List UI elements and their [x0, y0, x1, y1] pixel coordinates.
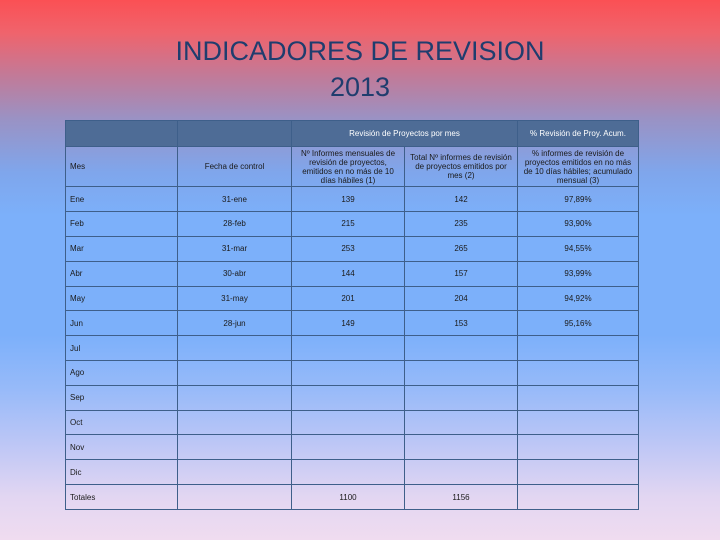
cell-informes [292, 336, 405, 361]
totals-label: Totales [66, 485, 178, 510]
header-total: Total Nº informes de revisión de proyectos emitidos por mes (2) [405, 146, 518, 186]
cell-total: 153 [405, 311, 518, 336]
table-row [66, 212, 639, 237]
table-row [66, 435, 639, 460]
header-group-revision: Revisión de Proyectos por mes [292, 121, 518, 147]
cell-total: 204 [405, 286, 518, 311]
cell-total: 142 [405, 187, 518, 212]
cell-informes: 253 [292, 236, 405, 261]
table-row [66, 187, 639, 212]
table-row [66, 385, 639, 410]
cell-fecha [178, 435, 292, 460]
cell-mes: Oct [66, 410, 178, 435]
table-row [66, 410, 639, 435]
cell-pct: 94,55% [518, 236, 639, 261]
totals-pct [518, 485, 639, 510]
page-title [0, 33, 720, 105]
cell-total [405, 460, 518, 485]
cell-mes: Ene [66, 187, 178, 212]
table-row [66, 236, 639, 261]
cell-total [405, 435, 518, 460]
cell-pct: 95,16% [518, 311, 639, 336]
header-pct: % informes de revisión de proyectos emitidos en no más de 10 días hábiles; acumulado mensual (3) [518, 146, 639, 186]
table-header-group-row [66, 121, 639, 147]
table-row [66, 336, 639, 361]
cell-mes: Dic [66, 460, 178, 485]
totals-informes: 1100 [292, 485, 405, 510]
cell-mes: Mar [66, 236, 178, 261]
cell-informes: 149 [292, 311, 405, 336]
cell-pct [518, 460, 639, 485]
cell-fecha: 28-jun [178, 311, 292, 336]
table-row [66, 311, 639, 336]
cell-total: 157 [405, 261, 518, 286]
title-line-2: 2013 [329, 72, 391, 102]
cell-total [405, 336, 518, 361]
cell-fecha [178, 336, 292, 361]
cell-mes: Ago [66, 361, 178, 386]
cell-total [405, 410, 518, 435]
table-body [66, 187, 639, 485]
cell-informes: 144 [292, 261, 405, 286]
cell-pct: 94,92% [518, 286, 639, 311]
cell-mes: May [66, 286, 178, 311]
cell-mes: Jun [66, 311, 178, 336]
header-empty-cell [66, 121, 178, 147]
cell-pct [518, 361, 639, 386]
header-group-accum: % Revisión de Proy. Acum. [518, 121, 639, 147]
table-row [66, 361, 639, 386]
table-header-row [66, 146, 639, 186]
cell-pct [518, 410, 639, 435]
header-fecha: Fecha de control [178, 146, 292, 186]
cell-total: 265 [405, 236, 518, 261]
totals-total: 1156 [405, 485, 518, 510]
header-mes: Mes [66, 146, 178, 186]
cell-informes [292, 410, 405, 435]
cell-fecha [178, 410, 292, 435]
totals-fecha [178, 485, 292, 510]
cell-fecha [178, 361, 292, 386]
cell-pct: 97,89% [518, 187, 639, 212]
cell-informes [292, 460, 405, 485]
cell-fecha [178, 385, 292, 410]
cell-mes: Nov [66, 435, 178, 460]
table-row [66, 261, 639, 286]
cell-informes: 139 [292, 187, 405, 212]
indicators-table [65, 120, 639, 510]
cell-pct: 93,99% [518, 261, 639, 286]
title-line-1: INDICADORES DE REVISION [175, 36, 545, 66]
cell-mes: Abr [66, 261, 178, 286]
cell-pct [518, 385, 639, 410]
cell-fecha: 31-may [178, 286, 292, 311]
cell-mes: Feb [66, 212, 178, 237]
cell-fecha: 28-feb [178, 212, 292, 237]
cell-informes [292, 435, 405, 460]
cell-pct: 93,90% [518, 212, 639, 237]
header-empty-cell [178, 121, 292, 147]
header-informes: Nº Informes mensuales de revisión de proyectos, emitidos en no más de 10 días hábiles (1) [292, 146, 405, 186]
cell-informes [292, 385, 405, 410]
totals-row [66, 485, 639, 510]
cell-mes: Jul [66, 336, 178, 361]
cell-pct [518, 435, 639, 460]
cell-total [405, 361, 518, 386]
cell-informes: 201 [292, 286, 405, 311]
table-row [66, 286, 639, 311]
cell-fecha [178, 460, 292, 485]
cell-pct [518, 336, 639, 361]
cell-fecha: 31-mar [178, 236, 292, 261]
cell-informes: 215 [292, 212, 405, 237]
cell-total: 235 [405, 212, 518, 237]
cell-total [405, 385, 518, 410]
cell-fecha: 30-abr [178, 261, 292, 286]
cell-informes [292, 361, 405, 386]
cell-fecha: 31-ene [178, 187, 292, 212]
table-row [66, 460, 639, 485]
cell-mes: Sep [66, 385, 178, 410]
